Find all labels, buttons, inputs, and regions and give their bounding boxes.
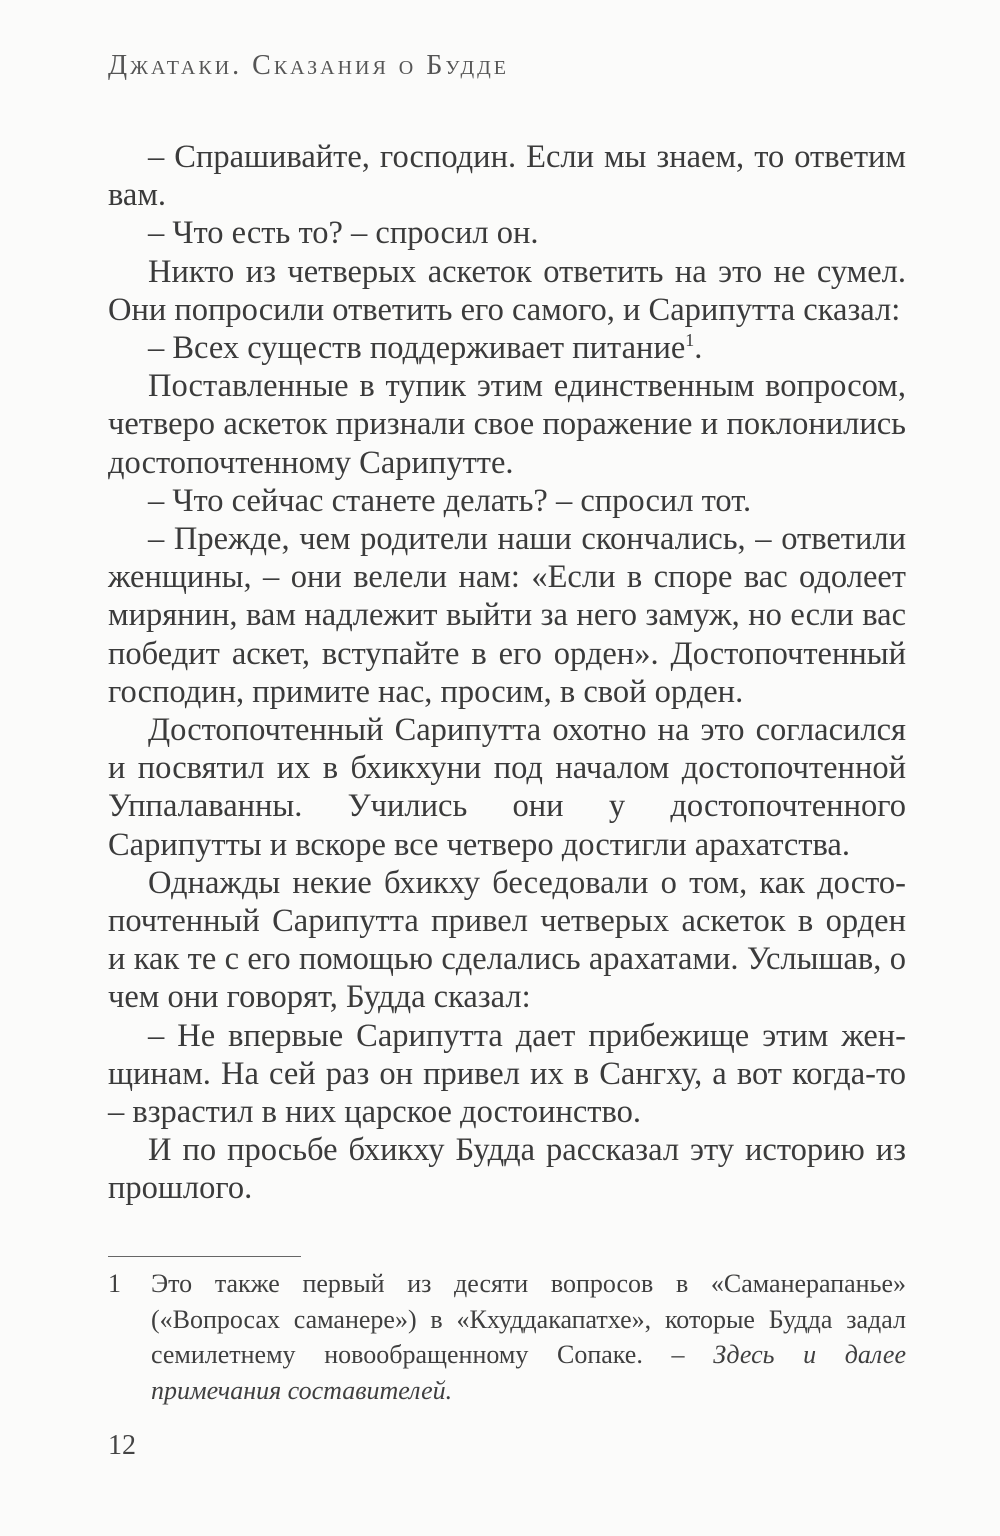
paragraph: – Что есть то? – спросил он. — [148, 215, 539, 252]
main-text — [108, 138, 906, 1208]
footnote-text: Это также первый из десяти вопросов в «Саманерапанье» («Вопросах саманере») в «Кхуддакапатхе», которые Будда задал семилетнему новообращенному Сопаке. – — [151, 1269, 906, 1369]
paragraph: – Спрашивайте, господин. Если мы знаем, то ответим вам. — [108, 139, 906, 214]
running-title: Джатаки. Сказания о Будде — [108, 50, 509, 81]
paragraph: – Прежде, чем родители наши скончались, – ответили женщины, – они велели нам: «Если в споре вас одолеет мирянин, вам надлежит выйти за него замуж, но если вас победит аскет, вступайте в его орден». Достопочтенный господин, примите нас, просим, в свой орден. — [108, 521, 906, 710]
paragraph: – Что сейчас станете делать? – спросил тот. — [148, 482, 752, 519]
paragraph: – Не впервые Сарипутта дает прибежище этим женщинам. На сей раз он привел их в Сангху, а вот когда-то – взрастил в них царское достоинство. — [108, 1017, 906, 1131]
paragraph: Однажды некие бхикху беседовали о том, как достопочтенный Сарипутта привел четверых аскеток в орден и как те с его помощью сделались арахатами. Услышав, о чем они говорят, Будда сказал: — [108, 864, 906, 1016]
footnote — [108, 1266, 906, 1408]
paragraph-text: – Всех существ поддерживает питание — [148, 330, 686, 367]
footnote-reference[interactable]: 1 — [685, 330, 695, 351]
paragraph: Достопочтенный Сарипутта охотно на это согласился и посвятил их в бхикхуни под началом достопочтенной Уппалаванны. Учились они у достопочтенного Сарипутты и вскоре все четверо достигли арахатства. — [108, 712, 906, 863]
paragraph-with-footnote — [108, 329, 906, 367]
footnote-italic-text: Здесь и далее примечания составителей. — [151, 1340, 906, 1405]
paragraph-end-punctuation: . — [694, 330, 703, 367]
page-number: 12 — [108, 1430, 136, 1461]
footnote-body — [151, 1266, 906, 1408]
paragraph: Поставленные в тупик этим единственным вопросом, четверо аскеток признали свое поражение и поклонились достопочтенному Сарипутте. — [108, 368, 906, 481]
footnote-divider — [108, 1256, 301, 1257]
paragraph: Никто из четверых аскеток ответить на это не сумел. Они попросили ответить его самого, и Сарипутта сказал: — [108, 253, 906, 328]
paragraph: И по просьбе бхикху Будда рассказал эту историю из прошлого. — [108, 1132, 906, 1207]
footnote-number: 1 — [108, 1269, 121, 1298]
